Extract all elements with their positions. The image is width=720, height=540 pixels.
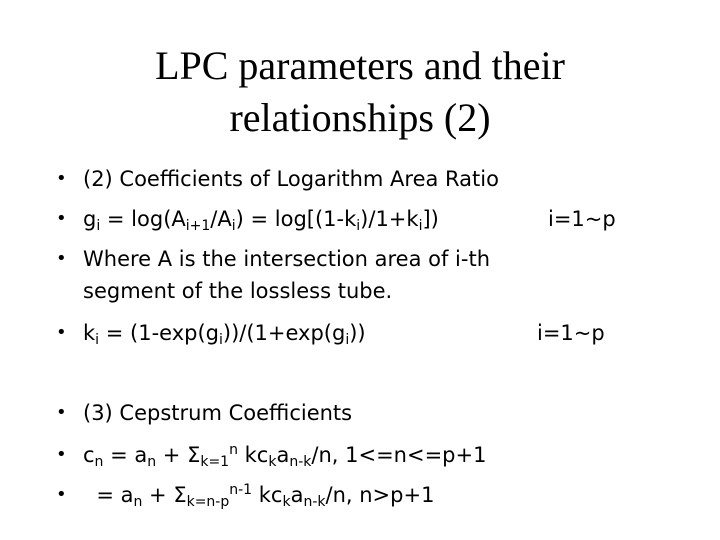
k-range: i=1~p: [537, 321, 605, 345]
bullet-text-line-2: segment of the lossless tube.: [83, 279, 393, 303]
bullet-cepstrum-heading: [0, 398, 720, 428]
bullet-dot: •: [56, 484, 67, 505]
k-formula: $k_i = (1-\exp(g_i))/(1+\exp(g_i))$: [83, 321, 366, 348]
bullet-text-line-1: Where A is the intersection area of i-th: [83, 247, 491, 271]
bullet-lar-heading: [0, 164, 720, 194]
bullet-text: (3) Cepstrum Coefficients: [83, 401, 353, 425]
bullet-text: (2) Coefficients of Logarithm Area Ratio: [83, 167, 499, 191]
g-formula: $g_i = \log(A_{i+1}/A_i) = \log[(1-k_i)/1+k_i]$): [83, 207, 439, 234]
g-range: i=1~p: [548, 207, 616, 231]
title-line-2: relationships (2): [229, 95, 491, 140]
bullet-dot: •: [56, 444, 67, 465]
bullet-dot: •: [56, 402, 67, 423]
bullet-c-formula-2: [0, 480, 720, 510]
c-formula-1: $c_n = a_n + \Sigma_{k=1}^n$ $kc_ka_{n-k}/n$, 1<=n<=p+1: [83, 442, 487, 470]
bullet-dot: •: [56, 208, 67, 229]
bullet-g-formula: [0, 204, 720, 234]
bullet-where-a: [0, 244, 720, 274]
bullet-dot: •: [56, 322, 67, 343]
bullet-c-formula-1: [0, 440, 720, 470]
bullet-k-formula: [0, 318, 720, 348]
bullet-where-a-continuation: [0, 276, 720, 306]
bullet-dot: •: [56, 168, 67, 189]
bullet-dot: •: [56, 248, 67, 269]
title-line-1: LPC parameters and their: [155, 43, 565, 88]
c-formula-2: = $a_n + \Sigma_{k=n-p}^{n-1}$ $kc_ka_{n-k}/n$, n>p+1: [83, 482, 435, 510]
